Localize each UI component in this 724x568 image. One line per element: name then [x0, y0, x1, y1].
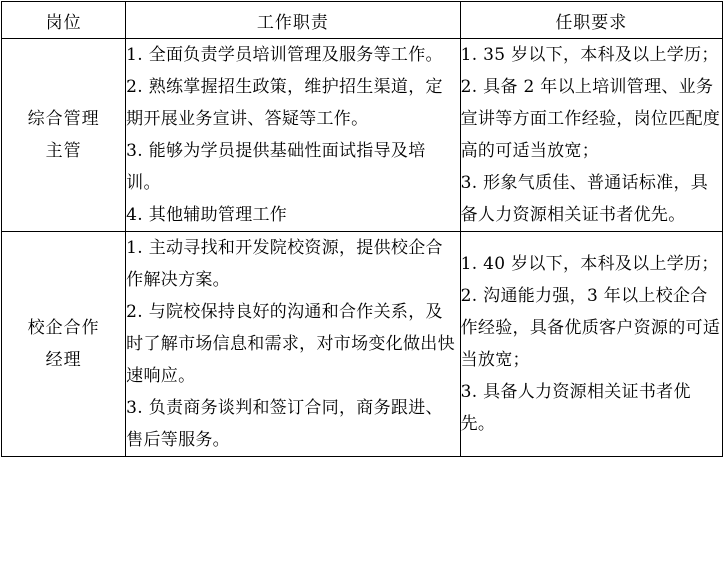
requirements-cell	[460, 39, 722, 232]
requirement-item: 3. 具备人力资源相关证书者优先。	[460, 382, 691, 434]
requirement-item: 1. 40 岁以下，本科及以上学历；	[460, 254, 719, 274]
duty-item: 2. 与院校保持良好的沟通和合作关系，及时了解市场信息和需求，对市场变化做出快速响应。	[126, 302, 455, 386]
duty-item: 4. 其他辅助管理工作	[126, 205, 288, 225]
column-header-post: 岗位	[2, 2, 126, 39]
duty-item: 3. 能够为学员提供基础性面试指导及培训。	[126, 141, 426, 193]
requirement-item: 1. 35 岁以下，本科及以上学历；	[460, 45, 719, 65]
duties-cell	[126, 232, 460, 457]
table-header-row	[2, 2, 723, 39]
requirement-item: 2. 沟通能力强，3 年以上校企合作经验，具备优质客户资源的可适当放宽；	[460, 286, 721, 370]
column-header-duties: 工作职责	[126, 2, 460, 39]
job-positions-table	[1, 1, 723, 457]
post-name-line: 经理	[45, 350, 82, 370]
requirement-item: 3. 形象气质佳、普通话标准，具备人力资源相关证书者优先。	[460, 173, 709, 225]
table-row	[2, 39, 723, 232]
duty-item: 3. 负责商务谈判和签订合同，商务跟进、售后等服务。	[126, 398, 443, 450]
duty-item: 1. 全面负责学员培训管理及服务等工作。	[126, 45, 443, 65]
requirements-cell	[460, 232, 722, 457]
duty-item: 2. 熟练掌握招生政策，维护招生渠道，定期开展业务宣讲、答疑等工作。	[126, 77, 443, 129]
requirement-item: 2. 具备 2 年以上培训管理、业务宣讲等方面工作经验，岗位匹配度高的可适当放宽；	[460, 77, 721, 161]
table-row	[2, 232, 723, 457]
duty-item: 1. 主动寻找和开发院校资源，提供校企合作解决方案。	[126, 238, 443, 290]
post-name-line: 综合管理	[27, 109, 100, 129]
post-name-cell	[2, 39, 126, 232]
post-name-line: 校企合作	[27, 318, 100, 338]
post-name-cell	[2, 232, 126, 457]
column-header-requirements: 任职要求	[460, 2, 722, 39]
duties-cell	[126, 39, 460, 232]
post-name-line: 主管	[45, 141, 82, 161]
